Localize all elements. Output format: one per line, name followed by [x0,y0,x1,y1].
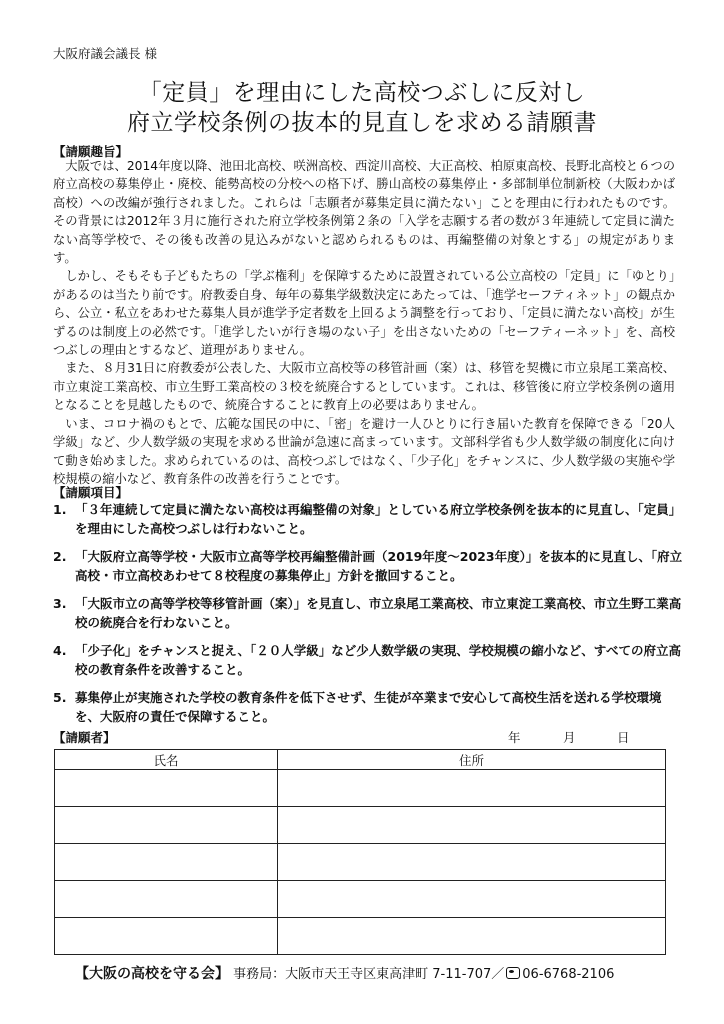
purpose-paragraph: 大阪では、2014年度以降、池田北高校、咲洲高校、西淀川高校、大正高校、柏原東高校、長野北高校と６つの府立高校の募集停止・廃校、能勢高校の分校への格下げ、勝山高校の募集停止・多部制単位制新校（大阪わかば高校）への改編が強行されました。これらは「志願者が募集定員に満たない」ことを理由に行われたものです。その背景には2012年３月に施行された府立学校条例第２条の「入学を志願する者の数が３年連続して定員に満たない高等学校で、その後も改善の見込みがないと認められるものは、再編整備の対象とする」の規定があります。 [53,159,675,266]
item-number: 2. [53,549,67,564]
item-number: 5. [53,690,67,705]
address-cell[interactable] [278,881,666,918]
purpose-body [53,157,675,488]
purpose-paragraph: しかし、そもそも子どもたちの「学ぶ権利」を保障するために設置されている公立高校の「定員」に「ゆとり」があるのは当たり前です。府教委自身、毎年の募集学級数決定にあたっては、「進学セーフティネット」の観点から、公立・私立をあわせた募集人員が進学予定者数を上回るよう調整を行っており、「定員に満たない高校」が生ずるのは制度上の必然です。「進学したいが行き場のない子」を出さないための「セーフティーネット」を、高校つぶしの理由とするなど、道理がありません。 [53,269,675,358]
name-cell[interactable] [55,770,278,807]
organization-name: 【大阪の高校を守る会】 [75,966,229,982]
footer [75,963,614,983]
item-number: 3. [53,596,67,611]
table-row [55,918,666,955]
table-row [55,844,666,881]
name-cell[interactable] [55,918,278,955]
item-text: 募集停止が実施された学校の教育条件を低下させず、生徒が卒業まで安心して高校生活を送れる学校環境を、大阪府の責任で保障すること。 [75,690,662,724]
item-number: 4. [53,643,67,658]
office-address: 事務局：大阪市天王寺区東高津町 7-11-707／ [233,967,505,982]
petition-items [53,500,685,735]
list-item [53,547,685,585]
table-row [55,881,666,918]
name-cell[interactable] [55,844,278,881]
list-item [53,594,685,632]
name-cell[interactable] [55,881,278,918]
list-item [53,500,685,538]
address-cell[interactable] [278,770,666,807]
signature-table [54,749,666,955]
address-cell[interactable] [278,807,666,844]
item-text: 「３年連続して定員に満たない高校は再編整備の対象」としている府立学校条例を抜本的に見直し、「定員」を理由にした高校つぶしは行わないこと。 [75,502,682,536]
name-cell[interactable] [55,807,278,844]
petitioner-heading: 【請願者】 [53,730,116,745]
items-heading: 【請願項目】 [53,485,129,500]
item-text: 「大阪市立の高等学校等移管計画（案）」を見直し、市立泉尾工業高校、市立東淀工業高校、市立生野工業高校の統廃合を行わないこと。 [75,596,682,630]
date-year-label: 年 [508,730,521,745]
name-column-header: 氏名 [55,750,278,770]
addressee: 大阪府議会議長 様 [53,46,157,61]
table-row [55,807,666,844]
title-line-1: 「定員」を理由にした高校つぶしに反対し [138,80,586,106]
table-header-row [55,750,666,770]
date-month-label: 月 [563,730,576,745]
list-item [53,688,685,726]
address-cell[interactable] [278,844,666,881]
title-line-2: 府立学校条例の抜本的見直しを求める請願書 [127,110,597,136]
address-cell[interactable] [278,918,666,955]
purpose-heading: 【請願趣旨】 [53,144,129,159]
purpose-paragraph: また、８月31日に府教委が公表した、大阪市立高校等の移管計画（案）は、移管を契機に市立泉尾工業高校、市立東淀工業高校、市立生野工業高校の３校を統廃合するとしています。これは、移管後に府立学校条例の適用となることを見越したもので、統廃合することに教育上の必要はありません。 [53,361,675,413]
purpose-paragraph: いま、コロナ禍のもとで、広範な国民の中に、「密」を避け一人ひとりに行き届いた教育を保障できる「20人学級」など、少人数学級の実現を求める世論が急速に高まっています。文部科学省も少人数学級の制度化に向けて動き始めました。求められているのは、高校つぶしではなく、「少子化」をチャンスに、少人数学級の実施や学校規模の縮小など、教育条件の改善を行うことです。 [53,416,675,486]
date-day-label: 日 [617,730,630,745]
item-text: 「少子化」をチャンスと捉え、「２０人学級」など少人数学級の実現、学校規模の縮小など、すべての府立高校の教育条件を改善すること。 [75,643,682,677]
item-number: 1. [53,502,67,517]
phone-icon [506,967,520,979]
phone-number: 06-6768-2106 [522,967,615,982]
list-item [53,641,685,679]
address-column-header: 住所 [278,750,666,770]
item-text: 「大阪府立高等学校・大阪市立高等学校再編整備計画（2019年度～2023年度）」を抜本的に見直し、「府立高校・市立高校あわせて８校程度の募集停止」方針を撤回すること。 [75,549,683,583]
table-row [55,770,666,807]
